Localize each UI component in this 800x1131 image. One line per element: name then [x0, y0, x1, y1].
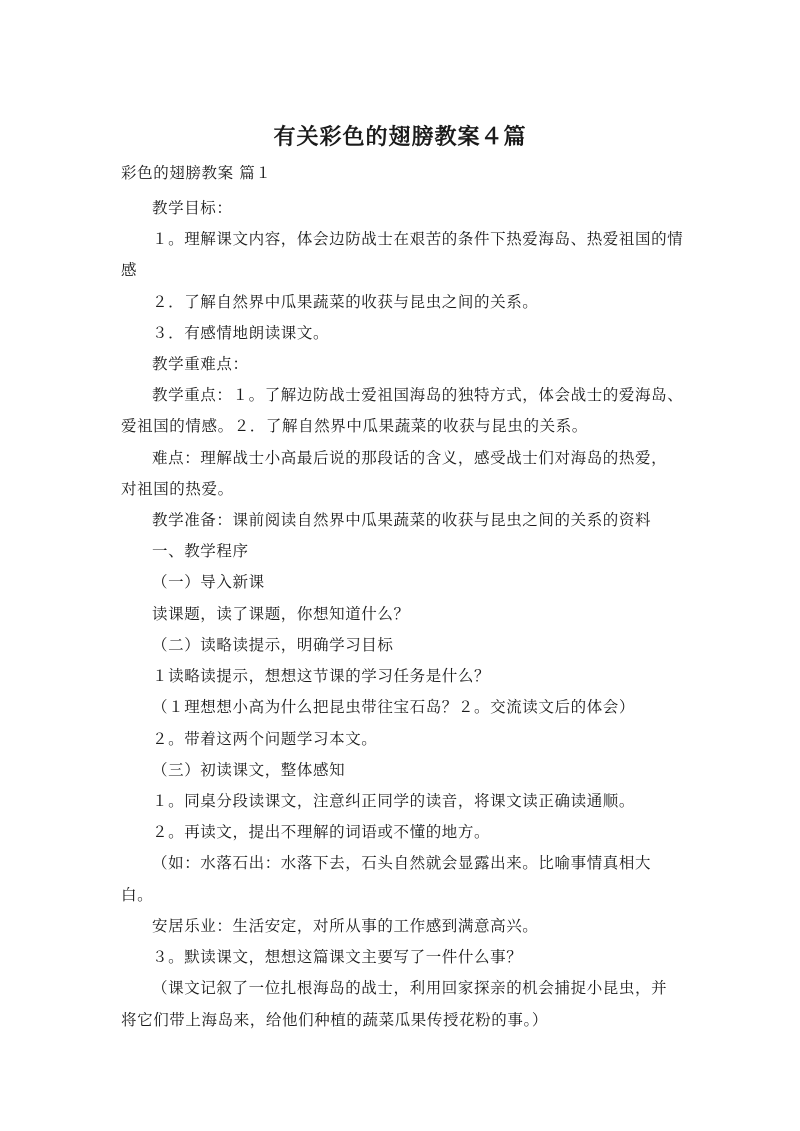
- paragraph-line: 教学目标：: [152, 199, 233, 217]
- paragraph-line: （课文记叙了一位扎根海岛的战士，利用回家探亲的机会捕捉小昆虫，并: [152, 979, 668, 997]
- paragraph-line: （三）初读课文，整体感知: [152, 761, 346, 779]
- paragraph-line: １。同桌分段读课文，注意纠正同学的读音，将课文读正确读通顺。: [152, 792, 636, 810]
- paragraph-line: 一、教学程序: [152, 542, 249, 560]
- paragraph-line: ２。带着这两个问题学习本文。: [152, 730, 378, 748]
- paragraph-line: 教学重点：１。了解边防战士爱祖国海岛的独特方式，体会战士的爱海岛、: [152, 386, 684, 404]
- paragraph-line: （一）导入新课: [152, 573, 265, 591]
- paragraph-line: ２。再读文，提出不理解的词语或不懂的地方。: [152, 823, 491, 841]
- paragraph-line: 教学重难点：: [152, 355, 249, 373]
- paragraph-line: 难点：理解战士小高最后说的那段话的含义，感受战士们对海岛的热爱，: [152, 449, 668, 467]
- paragraph-line: ３．有感情地朗读课文。: [152, 324, 330, 342]
- paragraph-line: 爱祖国的情感。２．了解自然界中瓜果蔬菜的收获与昆虫的关系。: [121, 417, 588, 435]
- paragraph-line: １读略读提示，想想这节课的学习任务是什么？: [152, 667, 491, 685]
- paragraph-line: 对祖国的热爱。: [121, 480, 234, 498]
- paragraph-line: 将它们带上海岛来，给他们种植的蔬菜瓜果传授花粉的事。）: [121, 1011, 548, 1029]
- paragraph-line: 教学准备：课前阅读自然界中瓜果蔬菜的收获与昆虫之间的关系的资料: [152, 511, 652, 529]
- paragraph-line: 白。: [121, 886, 154, 904]
- paragraph-line: ３。默读课文，想想这篇课文主要写了一件什么事？: [152, 948, 523, 966]
- paragraph-line: （１理想想小高为什么把昆虫带往宝石岛？２。交流读文后的体会）: [152, 698, 636, 716]
- section-heading: 彩色的翅膀教案 篇１: [121, 164, 272, 182]
- paragraph-line: （如：水落石出：水落下去，石头自然就会显露出来。比喻事情真相大: [152, 854, 652, 872]
- document-title: 有关彩色的翅膀教案４篇: [273, 125, 527, 150]
- paragraph-line: 感: [121, 261, 138, 279]
- paragraph-line: ２．了解自然界中瓜果蔬菜的收获与昆虫之间的关系。: [152, 293, 539, 311]
- paragraph-line: （二）读略读提示，明确学习目标: [152, 636, 394, 654]
- paragraph-line: １。理解课文内容，体会边防战士在艰苦的条件下热爱海岛、热爱祖国的情: [152, 230, 684, 248]
- paragraph-line: 安居乐业：生活安定，对所从事的工作感到满意高兴。: [152, 917, 539, 935]
- paragraph-line: 读课题，读了课题，你想知道什么？: [152, 605, 410, 623]
